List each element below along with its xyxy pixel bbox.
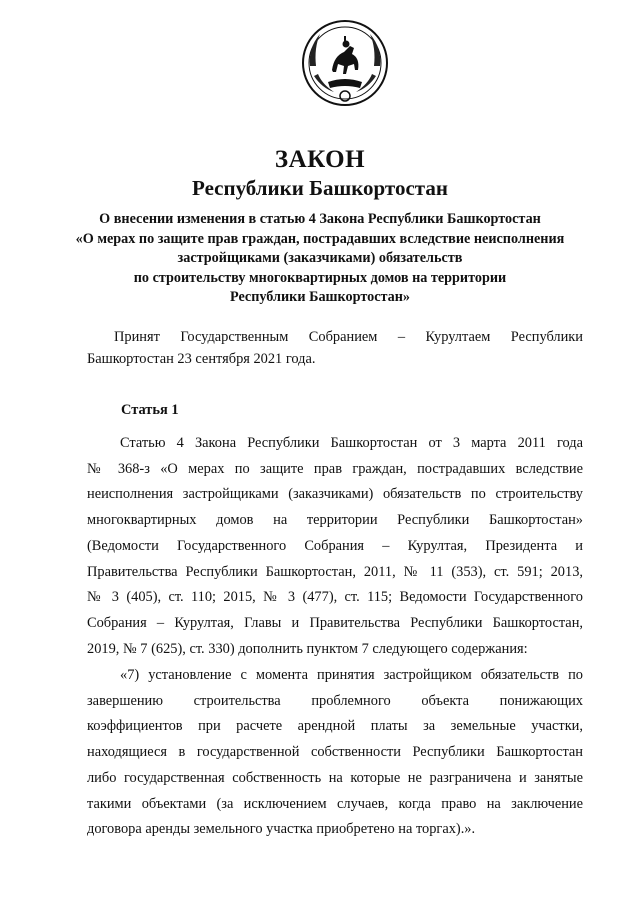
subtitle-line: по строительству многоквартирных домов на территории [133,269,507,286]
text-line: многоквартирных домов на территории Республики Башкортостан» [87,512,583,529]
adoption-statement [87,327,583,370]
subtitle-line: Республики Башкортостан» [229,289,410,305]
text-line: договора аренды земельного участка приобретено на торгах).». [87,821,476,838]
text-line: Принят Государственным Собранием – Курултаем Республики [114,329,583,345]
text-line: неисполнения застройщиками (заказчиками) обязательств по строительству [87,486,583,503]
subtitle-line: О внесении изменения в статью 4 Закона Республики Башкортостан [99,211,541,227]
text-line: коэффициентов при расчете арендной платы за земельные участки, [87,718,583,735]
text-line: № 3 (405), ст. 110; 2015, № 3 (477), ст. 115; Ведомости Государственного [87,589,583,606]
subtitle-line: застройщиками (заказчиками) обязательств [177,250,463,266]
text-line: Статью 4 Закона Республики Башкортостан от 3 марта 2011 года [120,435,583,451]
article-paragraph-2 [87,663,583,843]
text-line: (Ведомости Государственного Собрания – Курултая, Президента и [87,537,583,554]
text-line: Собрания – Курултая, Главы и Правительства Республики Башкортостан, [87,614,583,631]
text-line: такими объектами (за исключением случаев, когда право на заключение [87,795,583,812]
text-line: Правительства Республики Башкортостан, 2011, № 11 (353), ст. 591; 2013, [87,563,583,580]
article-paragraph-1 [87,431,583,662]
article-heading: Статья 1 [121,402,179,418]
text-line: находящиеся в государственной собственности Республики Башкортостан [87,744,583,761]
text-line: Башкортостан 23 сентября 2021 года. [87,350,316,367]
subtitle-line: «О мерах по защите прав граждан, пострадавших вследствие неисполнения [75,230,565,247]
republic-title: Республики Башкортостан [192,176,448,200]
law-title: ЗАКОН [274,146,366,173]
coat-of-arms-emblem [300,18,390,108]
text-line: «7) установление с момента принятия застройщиком обязательств по [120,667,583,683]
text-line: 2019, № 7 (625), ст. 330) дополнить пунктом 7 следующего содержания: [87,640,528,657]
text-line: завершению строительства проблемного объекта понижающих [87,692,583,709]
text-line: № 368-з «О мерах по защите прав граждан, пострадавших вследствие [87,460,583,477]
law-subtitle [0,210,640,308]
text-line: либо государственная собственность на которые не разграничена и занятые [87,769,583,786]
